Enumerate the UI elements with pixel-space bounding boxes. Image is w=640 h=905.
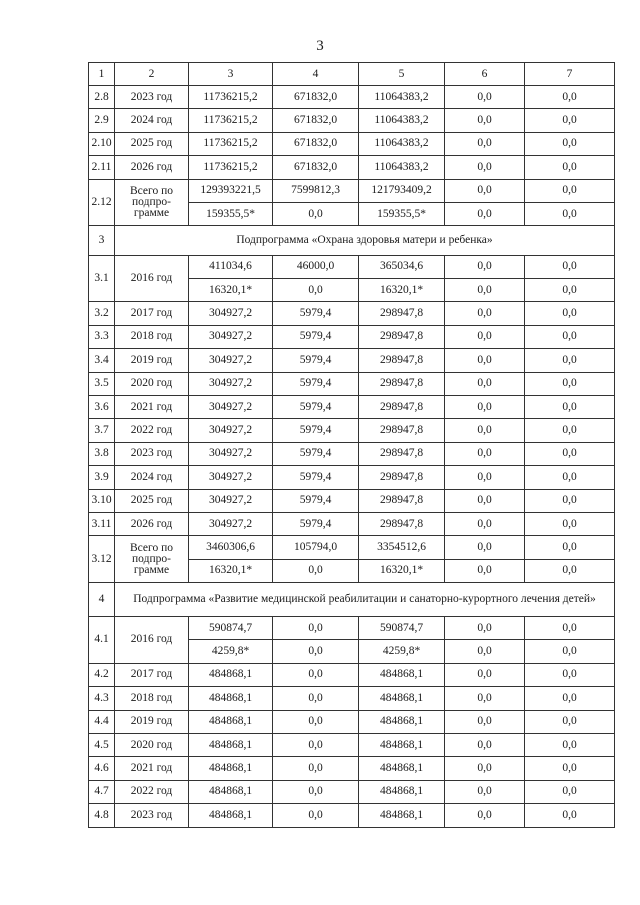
- row-year: 2023 год: [115, 804, 189, 827]
- value-cell: 5979,4: [273, 349, 359, 372]
- table-row: [89, 302, 615, 325]
- row-number: 4.7: [89, 780, 115, 803]
- value-cell: 0,0: [445, 86, 525, 109]
- value-cell: 484868,1: [189, 780, 273, 803]
- value-cell: 11064383,2: [359, 109, 445, 132]
- value-cell: 0,0: [525, 325, 615, 348]
- value-cell: 304927,2: [189, 395, 273, 418]
- value-cell: 5979,4: [273, 489, 359, 512]
- section-title: Подпрограмма «Охрана здоровья матери и ребенка»: [115, 226, 615, 255]
- row-year: 2021 год: [115, 757, 189, 780]
- row-number: 3.3: [89, 325, 115, 348]
- value-cell: 484868,1: [359, 804, 445, 827]
- value-cell: 298947,8: [359, 512, 445, 535]
- value-cell: 304927,2: [189, 349, 273, 372]
- value-cell: 0,0: [525, 780, 615, 803]
- value-cell-footnote: 0,0: [273, 278, 359, 301]
- value-cell-footnote: 0,0: [273, 559, 359, 582]
- column-header: 3: [189, 63, 273, 86]
- value-cell: 0,0: [445, 733, 525, 756]
- row-year: 2025 год: [115, 132, 189, 155]
- section-row: [89, 583, 615, 617]
- value-cell: 0,0: [445, 325, 525, 348]
- row-year: Всего по подпро-грамме: [115, 536, 189, 583]
- value-cell: 304927,2: [189, 489, 273, 512]
- value-cell: 484868,1: [189, 804, 273, 827]
- row-year: 2018 год: [115, 325, 189, 348]
- row-number: 3.11: [89, 512, 115, 535]
- value-cell-footnote: 0,0: [525, 559, 615, 582]
- value-cell: 304927,2: [189, 466, 273, 489]
- row-number: 2.9: [89, 109, 115, 132]
- section-row: [89, 226, 615, 255]
- table-row: [89, 349, 615, 372]
- value-cell: 0,0: [525, 536, 615, 559]
- row-year: 2019 год: [115, 710, 189, 733]
- value-cell: 121793409,2: [359, 179, 445, 202]
- row-number: 2.12: [89, 179, 115, 226]
- column-header: 6: [445, 63, 525, 86]
- value-cell: 7599812,3: [273, 179, 359, 202]
- value-cell: 46000,0: [273, 255, 359, 278]
- row-number: 3.7: [89, 419, 115, 442]
- value-cell: 5979,4: [273, 419, 359, 442]
- value-cell: 0,0: [525, 255, 615, 278]
- value-cell: 304927,2: [189, 442, 273, 465]
- funding-table: [88, 62, 615, 828]
- value-cell: 11736215,2: [189, 156, 273, 179]
- row-number: 4.6: [89, 757, 115, 780]
- row-number: 3.2: [89, 302, 115, 325]
- value-cell: 5979,4: [273, 466, 359, 489]
- value-cell: 0,0: [445, 466, 525, 489]
- value-cell: 0,0: [525, 395, 615, 418]
- value-cell-footnote: 16320,1*: [189, 278, 273, 301]
- value-cell: 0,0: [525, 372, 615, 395]
- value-cell: 0,0: [525, 179, 615, 202]
- table-row: [89, 86, 615, 109]
- value-cell: 0,0: [445, 109, 525, 132]
- value-cell: 0,0: [445, 419, 525, 442]
- value-cell: 298947,8: [359, 349, 445, 372]
- row-number: 4.3: [89, 687, 115, 710]
- table-row: [89, 442, 615, 465]
- value-cell-footnote: 0,0: [445, 559, 525, 582]
- section-title: Подпрограмма «Развитие медицинской реабилитации и санаторно-курортного лечения детей»: [115, 583, 615, 617]
- row-number: 4.2: [89, 663, 115, 686]
- value-cell: 298947,8: [359, 442, 445, 465]
- row-number: 4.1: [89, 616, 115, 663]
- table-row: [89, 804, 615, 827]
- value-cell-footnote: 16320,1*: [359, 278, 445, 301]
- value-cell-footnote: 16320,1*: [359, 559, 445, 582]
- value-cell: 0,0: [445, 757, 525, 780]
- table-row: [89, 372, 615, 395]
- value-cell: 129393221,5: [189, 179, 273, 202]
- value-cell: 0,0: [273, 663, 359, 686]
- table-row: [89, 109, 615, 132]
- value-cell: 0,0: [445, 663, 525, 686]
- row-year: 2020 год: [115, 733, 189, 756]
- value-cell: 304927,2: [189, 372, 273, 395]
- row-number: 4.5: [89, 733, 115, 756]
- value-cell: 0,0: [525, 109, 615, 132]
- value-cell: 484868,1: [189, 733, 273, 756]
- value-cell: 0,0: [525, 663, 615, 686]
- value-cell: 0,0: [525, 757, 615, 780]
- value-cell: 0,0: [525, 419, 615, 442]
- value-cell: 105794,0: [273, 536, 359, 559]
- value-cell: 298947,8: [359, 395, 445, 418]
- value-cell-footnote: 4259,8*: [189, 640, 273, 663]
- value-cell: 0,0: [445, 132, 525, 155]
- value-cell: 484868,1: [189, 757, 273, 780]
- row-number: 4.8: [89, 804, 115, 827]
- value-cell: 0,0: [525, 733, 615, 756]
- value-cell: 0,0: [525, 616, 615, 639]
- value-cell: 484868,1: [189, 687, 273, 710]
- value-cell: 0,0: [273, 804, 359, 827]
- value-cell: 0,0: [445, 804, 525, 827]
- row-number: 3.1: [89, 255, 115, 302]
- value-cell: 298947,8: [359, 489, 445, 512]
- value-cell-footnote: 159355,5*: [189, 202, 273, 225]
- table-row: [89, 419, 615, 442]
- value-cell: 671832,0: [273, 109, 359, 132]
- value-cell-footnote: 0,0: [525, 278, 615, 301]
- row-year: 2023 год: [115, 442, 189, 465]
- row-year: 2018 год: [115, 687, 189, 710]
- table-row: [89, 663, 615, 686]
- value-cell: 304927,2: [189, 325, 273, 348]
- row-number: 2.8: [89, 86, 115, 109]
- value-cell: 304927,2: [189, 512, 273, 535]
- table-row: [89, 132, 615, 155]
- column-header: 5: [359, 63, 445, 86]
- value-cell: 0,0: [445, 302, 525, 325]
- value-cell: 484868,1: [359, 687, 445, 710]
- value-cell: 298947,8: [359, 372, 445, 395]
- value-cell: 411034,6: [189, 255, 273, 278]
- row-number: 3.5: [89, 372, 115, 395]
- value-cell: 0,0: [525, 132, 615, 155]
- value-cell: 484868,1: [189, 710, 273, 733]
- row-year: 2016 год: [115, 616, 189, 663]
- value-cell: 0,0: [445, 349, 525, 372]
- value-cell: 0,0: [273, 780, 359, 803]
- value-cell: 0,0: [525, 804, 615, 827]
- value-cell: 0,0: [445, 616, 525, 639]
- row-year: 2024 год: [115, 109, 189, 132]
- value-cell: 0,0: [273, 733, 359, 756]
- table-row: [89, 616, 615, 639]
- value-cell: 298947,8: [359, 466, 445, 489]
- row-year: 2023 год: [115, 86, 189, 109]
- value-cell-footnote: 0,0: [525, 202, 615, 225]
- value-cell: 5979,4: [273, 302, 359, 325]
- value-cell: 484868,1: [359, 757, 445, 780]
- value-cell: 484868,1: [359, 710, 445, 733]
- row-year: Всего по подпро-грамме: [115, 179, 189, 226]
- value-cell: 0,0: [273, 616, 359, 639]
- table-row: [89, 325, 615, 348]
- value-cell: 671832,0: [273, 132, 359, 155]
- value-cell: 484868,1: [359, 663, 445, 686]
- value-cell: 0,0: [525, 489, 615, 512]
- value-cell: 11064383,2: [359, 156, 445, 179]
- row-year: 2020 год: [115, 372, 189, 395]
- table-row: [89, 687, 615, 710]
- value-cell: 0,0: [525, 86, 615, 109]
- row-year: 2017 год: [115, 663, 189, 686]
- row-number: 4.4: [89, 710, 115, 733]
- value-cell: 365034,6: [359, 255, 445, 278]
- value-cell: 0,0: [445, 255, 525, 278]
- section-number: 4: [89, 583, 115, 617]
- value-cell-footnote: 0,0: [445, 278, 525, 301]
- value-cell-footnote: 0,0: [445, 640, 525, 663]
- value-cell-footnote: 16320,1*: [189, 559, 273, 582]
- row-number: 2.10: [89, 132, 115, 155]
- value-cell: 0,0: [445, 442, 525, 465]
- value-cell: 0,0: [273, 710, 359, 733]
- value-cell-footnote: 0,0: [525, 640, 615, 663]
- value-cell: 0,0: [445, 179, 525, 202]
- table-row: [89, 536, 615, 559]
- value-cell: 3460306,6: [189, 536, 273, 559]
- value-cell: 0,0: [445, 687, 525, 710]
- value-cell: 484868,1: [359, 733, 445, 756]
- value-cell: 11064383,2: [359, 132, 445, 155]
- value-cell-footnote: 159355,5*: [359, 202, 445, 225]
- value-cell: 671832,0: [273, 86, 359, 109]
- value-cell: 484868,1: [189, 663, 273, 686]
- value-cell: 590874,7: [359, 616, 445, 639]
- value-cell: 590874,7: [189, 616, 273, 639]
- value-cell: 0,0: [525, 302, 615, 325]
- row-number: 2.11: [89, 156, 115, 179]
- value-cell: 0,0: [445, 489, 525, 512]
- table-row: [89, 757, 615, 780]
- value-cell: 0,0: [525, 710, 615, 733]
- value-cell: 0,0: [525, 442, 615, 465]
- row-year: 2024 год: [115, 466, 189, 489]
- row-year: 2026 год: [115, 156, 189, 179]
- value-cell: 671832,0: [273, 156, 359, 179]
- value-cell: 11736215,2: [189, 132, 273, 155]
- table-row: [89, 255, 615, 278]
- value-cell: 11064383,2: [359, 86, 445, 109]
- value-cell: 5979,4: [273, 512, 359, 535]
- value-cell: 0,0: [445, 780, 525, 803]
- table-row: [89, 179, 615, 202]
- value-cell-footnote: 0,0: [273, 640, 359, 663]
- section-number: 3: [89, 226, 115, 255]
- column-header-row: [89, 63, 615, 86]
- value-cell: 0,0: [273, 687, 359, 710]
- value-cell: 5979,4: [273, 442, 359, 465]
- value-cell: 0,0: [445, 710, 525, 733]
- value-cell: 11736215,2: [189, 109, 273, 132]
- value-cell: 5979,4: [273, 325, 359, 348]
- row-year: 2017 год: [115, 302, 189, 325]
- table-row: [89, 395, 615, 418]
- value-cell: 5979,4: [273, 395, 359, 418]
- value-cell: 298947,8: [359, 302, 445, 325]
- value-cell: 11736215,2: [189, 86, 273, 109]
- value-cell: 0,0: [445, 156, 525, 179]
- value-cell: 0,0: [445, 395, 525, 418]
- table-row: [89, 489, 615, 512]
- row-number: 3.6: [89, 395, 115, 418]
- row-number: 3.4: [89, 349, 115, 372]
- value-cell: 0,0: [525, 466, 615, 489]
- table-row: [89, 156, 615, 179]
- table-row: [89, 512, 615, 535]
- value-cell: 0,0: [445, 372, 525, 395]
- table-row: [89, 466, 615, 489]
- row-year: 2021 год: [115, 395, 189, 418]
- row-number: 3.9: [89, 466, 115, 489]
- value-cell: 0,0: [273, 757, 359, 780]
- page-number: 3: [316, 38, 324, 54]
- value-cell: 0,0: [525, 687, 615, 710]
- row-year: 2019 год: [115, 349, 189, 372]
- row-year: 2025 год: [115, 489, 189, 512]
- value-cell: 0,0: [525, 512, 615, 535]
- table-row: [89, 710, 615, 733]
- value-cell: 5979,4: [273, 372, 359, 395]
- table-body: [89, 86, 615, 828]
- value-cell-footnote: 0,0: [273, 202, 359, 225]
- value-cell: 0,0: [445, 536, 525, 559]
- column-header: 1: [89, 63, 115, 86]
- row-number: 3.12: [89, 536, 115, 583]
- value-cell: 298947,8: [359, 419, 445, 442]
- row-year: 2016 год: [115, 255, 189, 302]
- column-header: 7: [525, 63, 615, 86]
- value-cell: 304927,2: [189, 419, 273, 442]
- value-cell: 0,0: [445, 512, 525, 535]
- row-year: 2026 год: [115, 512, 189, 535]
- table-row: [89, 780, 615, 803]
- table-row: [89, 733, 615, 756]
- value-cell: 3354512,6: [359, 536, 445, 559]
- value-cell: 304927,2: [189, 302, 273, 325]
- value-cell: 484868,1: [359, 780, 445, 803]
- value-cell: 298947,8: [359, 325, 445, 348]
- column-header: 4: [273, 63, 359, 86]
- row-number: 3.8: [89, 442, 115, 465]
- column-header: 2: [115, 63, 189, 86]
- value-cell-footnote: 0,0: [445, 202, 525, 225]
- row-number: 3.10: [89, 489, 115, 512]
- row-year: 2022 год: [115, 780, 189, 803]
- value-cell-footnote: 4259,8*: [359, 640, 445, 663]
- row-year: 2022 год: [115, 419, 189, 442]
- value-cell: 0,0: [525, 349, 615, 372]
- value-cell: 0,0: [525, 156, 615, 179]
